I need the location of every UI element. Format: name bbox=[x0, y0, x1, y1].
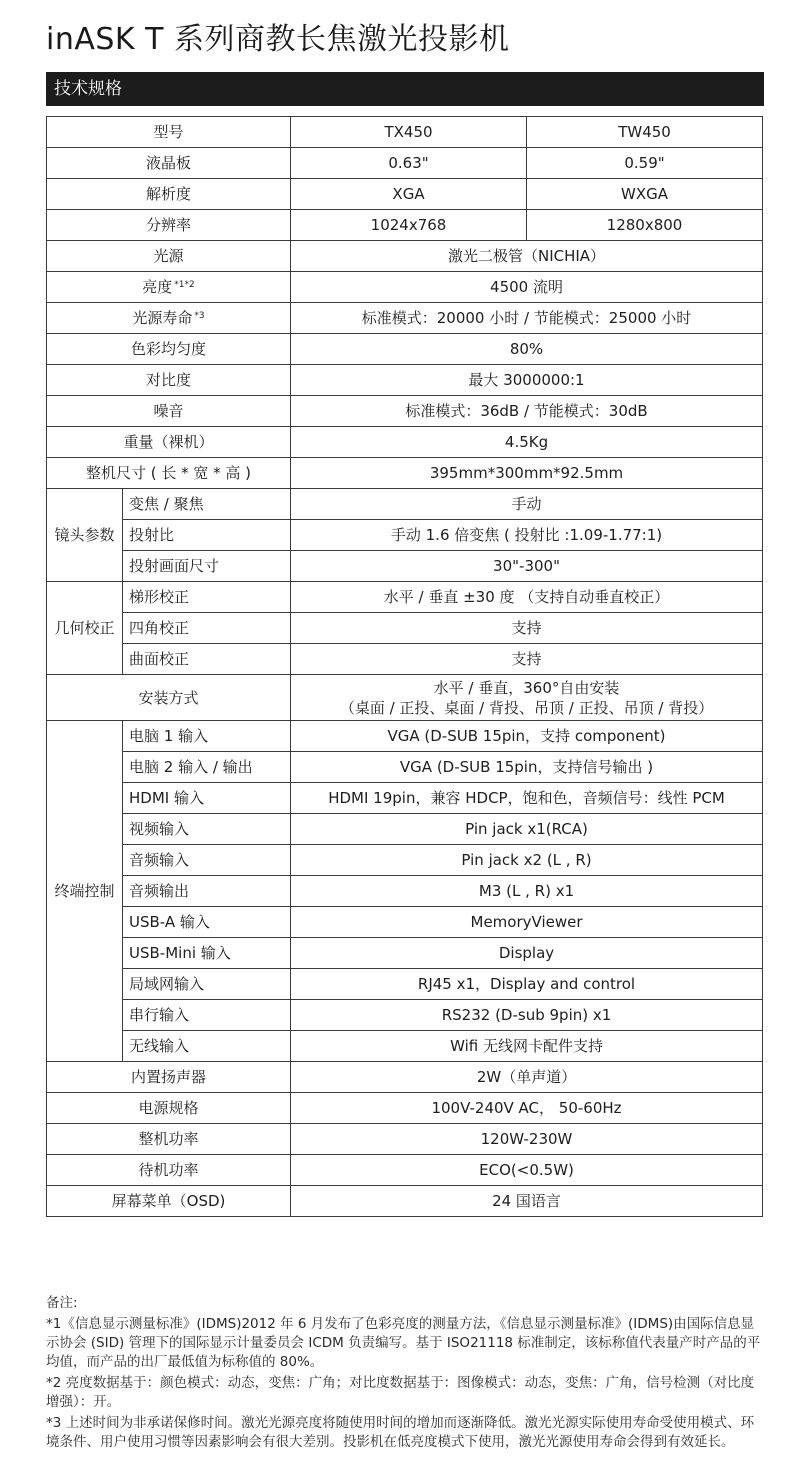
row-label: 色彩均匀度 bbox=[47, 334, 291, 365]
row-value: VGA (D-SUB 15pin，支持信号输出 ) bbox=[291, 752, 763, 783]
row-label-text: 光源 bbox=[153, 247, 184, 265]
row-label-text: 亮度 bbox=[142, 278, 173, 296]
sub-label: 投射画面尺寸 bbox=[123, 551, 291, 582]
row-label bbox=[47, 272, 291, 303]
table-row bbox=[47, 458, 763, 489]
sub-label: 视频输入 bbox=[123, 814, 291, 845]
sub-label: 局域网输入 bbox=[123, 969, 291, 1000]
table-row bbox=[47, 272, 763, 303]
row-value: RS232 (D-sub 9pin) x1 bbox=[291, 1000, 763, 1031]
section-header bbox=[46, 72, 764, 106]
table-row bbox=[47, 117, 763, 148]
row-value: 最大 3000000:1 bbox=[291, 365, 763, 396]
row-label: 待机功率 bbox=[47, 1155, 291, 1186]
sub-label: 梯形校正 bbox=[123, 582, 291, 613]
sub-label: 电脑 2 输入 / 输出 bbox=[123, 752, 291, 783]
row-label-text: 光源寿命 bbox=[132, 309, 193, 327]
model-b-cell: 1280x800 bbox=[527, 210, 763, 241]
table-row bbox=[47, 241, 763, 272]
sub-label: 曲面校正 bbox=[123, 644, 291, 675]
notes-section bbox=[46, 1294, 762, 1452]
row-value: MemoryViewer bbox=[291, 907, 763, 938]
row-value: 激光二极管（NICHIA） bbox=[291, 241, 763, 272]
row-value: 120W-230W bbox=[291, 1124, 763, 1155]
row-label: 安装方式 bbox=[47, 675, 291, 721]
row-value: 4500 流明 bbox=[291, 272, 763, 303]
row-value: 4.5Kg bbox=[291, 427, 763, 458]
table-row bbox=[47, 1155, 763, 1186]
row-label: 重量（裸机） bbox=[47, 427, 291, 458]
sub-label: 音频输入 bbox=[123, 845, 291, 876]
row-value: VGA (D-SUB 15pin，支持 component) bbox=[291, 721, 763, 752]
sub-label: 变焦 / 聚焦 bbox=[123, 489, 291, 520]
table-row bbox=[47, 644, 763, 675]
sub-label: 无线输入 bbox=[123, 1031, 291, 1062]
table-row bbox=[47, 969, 763, 1000]
group-label-terminal: 终端控制 bbox=[47, 721, 123, 1062]
row-label: 液晶板 bbox=[47, 148, 291, 179]
table-row bbox=[47, 876, 763, 907]
row-value: 标准模式：20000 小时 / 节能模式：25000 小时 bbox=[291, 303, 763, 334]
row-value: M3 (L , R) x1 bbox=[291, 876, 763, 907]
row-label bbox=[47, 303, 291, 334]
table-row bbox=[47, 489, 763, 520]
table-row bbox=[47, 365, 763, 396]
model-a-cell: 1024x768 bbox=[291, 210, 527, 241]
footnote-marker: *3 bbox=[194, 311, 205, 321]
page-title: inASK T 系列商教长焦激光投影机 bbox=[46, 22, 510, 57]
sub-label: HDMI 输入 bbox=[123, 783, 291, 814]
sub-label: USB-A 输入 bbox=[123, 907, 291, 938]
table-row bbox=[47, 938, 763, 969]
table-row bbox=[47, 1062, 763, 1093]
model-b-cell: TW450 bbox=[527, 117, 763, 148]
row-value: RJ45 x1，Display and control bbox=[291, 969, 763, 1000]
table-row bbox=[47, 1000, 763, 1031]
row-value: 2W（单声道） bbox=[291, 1062, 763, 1093]
table-row bbox=[47, 1093, 763, 1124]
note-item: *3 上述时间为非承诺保修时间。激光光源亮度将随使用时间的增加而逐渐降低。激光光源实际使用寿命受使用模式、环境条件、用户使用习惯等因素影响会有很大差别。投影机在低亮度模式下使用，激光光源使用寿命会得到有效延长。 bbox=[46, 1415, 755, 1450]
row-value: 手动 1.6 倍变焦 ( 投射比 :1.09-1.77:1) bbox=[291, 520, 763, 551]
sub-label: USB-Mini 输入 bbox=[123, 938, 291, 969]
notes-heading: 备注: bbox=[46, 1295, 78, 1311]
table-row bbox=[47, 845, 763, 876]
row-label: 分辨率 bbox=[47, 210, 291, 241]
row-label: 型号 bbox=[47, 117, 291, 148]
row-value: 24 国语言 bbox=[291, 1186, 763, 1217]
row-value: 手动 bbox=[291, 489, 763, 520]
table-row bbox=[47, 783, 763, 814]
row-label: 噪音 bbox=[47, 396, 291, 427]
row-value: 395mm*300mm*92.5mm bbox=[291, 458, 763, 489]
install-line-1: 水平 / 垂直，360°自由安装 bbox=[433, 678, 620, 697]
model-b-cell: 0.59" bbox=[527, 148, 763, 179]
row-value: ECO(<0.5W) bbox=[291, 1155, 763, 1186]
row-value: Wifi 无线网卡配件支持 bbox=[291, 1031, 763, 1062]
sub-label: 投射比 bbox=[123, 520, 291, 551]
note-item: *2 亮度数据基于：颜色模式：动态，变焦：广角；对比度数据基于：图像模式：动态，变焦：广角，信号检测（对比度增强）：开。 bbox=[46, 1375, 755, 1410]
row-value: 100V-240V AC， 50-60Hz bbox=[291, 1093, 763, 1124]
row-value: Pin jack x1(RCA) bbox=[291, 814, 763, 845]
group-label-lens: 镜头参数 bbox=[47, 489, 123, 582]
row-label bbox=[47, 241, 291, 272]
row-label: 整机功率 bbox=[47, 1124, 291, 1155]
table-row bbox=[47, 396, 763, 427]
table-row bbox=[47, 814, 763, 845]
install-line-2: （桌面 / 正投、桌面 / 背投、吊顶 / 正投、吊顶 / 背投） bbox=[339, 698, 714, 717]
spec-table bbox=[46, 116, 763, 1217]
sub-label: 音频输出 bbox=[123, 876, 291, 907]
row-value: HDMI 19pin，兼容 HDCP，饱和色，音频信号：线性 PCM bbox=[291, 783, 763, 814]
table-row bbox=[47, 721, 763, 752]
row-label: 屏幕菜单（OSD) bbox=[47, 1186, 291, 1217]
row-value: Pin jack x2 (L , R) bbox=[291, 845, 763, 876]
table-row bbox=[47, 148, 763, 179]
group-label-geometry: 几何校正 bbox=[47, 582, 123, 675]
table-row bbox=[47, 520, 763, 551]
sub-label: 四角校正 bbox=[123, 613, 291, 644]
model-b-cell: WXGA bbox=[527, 179, 763, 210]
row-label: 内置扬声器 bbox=[47, 1062, 291, 1093]
table-row bbox=[47, 613, 763, 644]
row-value: Display bbox=[291, 938, 763, 969]
row-label: 整机尺寸 ( 长 * 宽 * 高 ) bbox=[47, 458, 291, 489]
table-row bbox=[47, 1186, 763, 1217]
section-header-label: 技术规格 bbox=[54, 79, 122, 99]
table-row bbox=[47, 675, 763, 721]
row-value: 30"-300" bbox=[291, 551, 763, 582]
table-row bbox=[47, 1031, 763, 1062]
table-row bbox=[47, 427, 763, 458]
row-label: 对比度 bbox=[47, 365, 291, 396]
model-a-cell: XGA bbox=[291, 179, 527, 210]
table-row bbox=[47, 1124, 763, 1155]
sub-label: 电脑 1 输入 bbox=[123, 721, 291, 752]
row-value: 80% bbox=[291, 334, 763, 365]
note-item: *1《信息显示测量标准》(IDMS)2012 年 6 月发布了色彩亮度的测量方法，《信息显示测量标准》(IDMS)由国际信息显示协会 (SID) 管理下的国际显示计量委员会 ICDM 负责编写。基于 ISO21118 标准制定，该标称值代表量产时产品的平均值，而产品的出厂最低值为标称值的 80%。 bbox=[46, 1316, 761, 1370]
row-value: 支持 bbox=[291, 644, 763, 675]
table-row bbox=[47, 551, 763, 582]
row-value: 标准模式：36dB / 节能模式：30dB bbox=[291, 396, 763, 427]
row-value bbox=[291, 675, 763, 721]
row-label: 电源规格 bbox=[47, 1093, 291, 1124]
table-row bbox=[47, 210, 763, 241]
row-value: 水平 / 垂直 ±30 度 （支持自动垂直校正） bbox=[291, 582, 763, 613]
table-row bbox=[47, 907, 763, 938]
table-row bbox=[47, 334, 763, 365]
table-row bbox=[47, 303, 763, 334]
table-row bbox=[47, 582, 763, 613]
sub-label: 串行输入 bbox=[123, 1000, 291, 1031]
row-label: 解析度 bbox=[47, 179, 291, 210]
model-a-cell: 0.63" bbox=[291, 148, 527, 179]
table-row bbox=[47, 179, 763, 210]
footnote-marker: *1*2 bbox=[174, 280, 195, 290]
table-row bbox=[47, 752, 763, 783]
model-a-cell: TX450 bbox=[291, 117, 527, 148]
row-value: 支持 bbox=[291, 613, 763, 644]
